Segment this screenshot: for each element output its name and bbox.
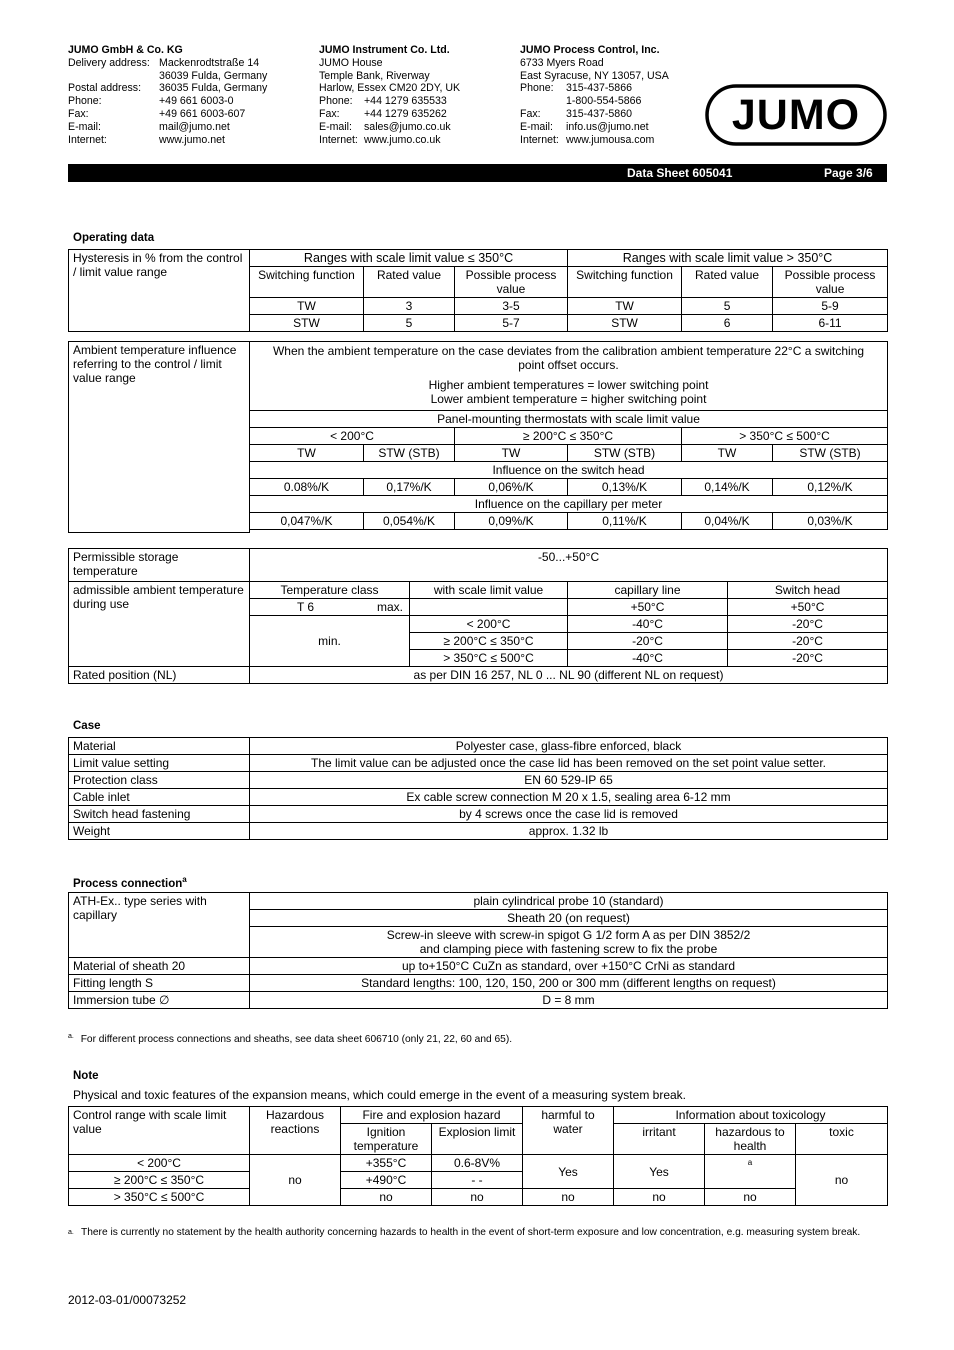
jumo-logo bbox=[705, 84, 887, 146]
ath-label: ATH-Ex.. type series with capillary bbox=[69, 893, 250, 958]
band-mid: ≥ 200°C ≤ 350°C bbox=[455, 428, 682, 445]
case-property: Cable inlet bbox=[69, 789, 250, 806]
section-process-connection bbox=[73, 875, 187, 890]
ambient-label: Ambient temperature influence referring to the control / limit value range bbox=[69, 342, 250, 533]
process-value: up to+150°C CuZn as standard, over +150°C CrNi as standard bbox=[250, 958, 888, 975]
range-cell: ≥ 200°C ≤ 350°C bbox=[69, 1172, 250, 1189]
hysteresis-label: Hysteresis in % from the control / limit value range bbox=[69, 250, 250, 332]
switch-head-value: 0,17%/K bbox=[364, 479, 455, 496]
case-table bbox=[68, 737, 888, 840]
address-value: 315-437-5866 bbox=[566, 82, 632, 95]
case-row bbox=[69, 823, 888, 840]
address-value: Mackenrodtstraße 14 bbox=[159, 56, 260, 69]
irritant-value: Yes bbox=[614, 1155, 705, 1189]
uk-rows bbox=[319, 95, 509, 146]
usa-line: East Syracuse, NY 13057, USA bbox=[520, 69, 669, 82]
switch-type-cell: TW bbox=[250, 445, 364, 462]
case-property: Limit value setting bbox=[69, 755, 250, 772]
address-value: info.us@jumo.net bbox=[566, 120, 649, 133]
address-value: 36035 Fulda, Germany bbox=[159, 82, 268, 95]
case-value: by 4 screws once the case lid is removed bbox=[250, 806, 888, 823]
address-label: Postal address: bbox=[68, 82, 142, 95]
min-switch-head: -20°C bbox=[728, 616, 888, 633]
min-range: > 350°C ≤ 500°C bbox=[410, 650, 568, 667]
address-germany bbox=[68, 44, 308, 146]
company-germany: JUMO GmbH & Co. KG bbox=[68, 44, 183, 56]
case-property: Protection class bbox=[69, 772, 250, 789]
case-property: Weight bbox=[69, 823, 250, 840]
address-label: E-mail: bbox=[520, 120, 553, 133]
footnote-mark: a. bbox=[68, 1229, 74, 1236]
uk-line: Harlow, Essex CM20 2DY, UK bbox=[319, 82, 461, 95]
hysteresis-cell: 6 bbox=[682, 315, 773, 332]
address-label: E-mail: bbox=[68, 120, 101, 133]
irritant-value: no bbox=[614, 1189, 705, 1206]
range-high-header: Ranges with scale limit value > 350°C bbox=[568, 250, 888, 267]
min-switch-head: -20°C bbox=[728, 650, 888, 667]
germany-rows bbox=[68, 57, 308, 147]
band-low: < 200°C bbox=[250, 428, 455, 445]
address-label: Phone: bbox=[520, 82, 554, 95]
rated-position-value: as per DIN 16 257, NL 0 ... NL 90 (different NL on request) bbox=[250, 667, 888, 684]
address-usa bbox=[520, 44, 700, 146]
range-cell: > 350°C ≤ 500°C bbox=[69, 1189, 250, 1206]
control-range-header: Control range with scale limit value bbox=[69, 1107, 250, 1155]
address-row bbox=[68, 70, 308, 83]
hysteresis-cell: STW bbox=[250, 315, 364, 332]
hazard-value: no bbox=[250, 1155, 341, 1206]
company-usa: JUMO Process Control, Inc. bbox=[520, 44, 660, 56]
fire-explosion-header: Fire and explosion hazard bbox=[341, 1107, 523, 1124]
footnote-mark: a. bbox=[68, 1033, 74, 1040]
empty-cell bbox=[410, 599, 568, 616]
hysteresis-cell: 5 bbox=[364, 315, 455, 332]
case-row bbox=[69, 772, 888, 789]
explosion-value: no bbox=[432, 1189, 523, 1206]
t6-label: T 6 bbox=[296, 600, 315, 614]
range-low-header: Ranges with scale limit value ≤ 350°C bbox=[250, 250, 568, 267]
address-row bbox=[68, 108, 308, 121]
address-row bbox=[68, 95, 308, 108]
process-row bbox=[69, 992, 888, 1009]
process-value: D = 8 mm bbox=[250, 992, 888, 1009]
max-switch-head: +50°C bbox=[728, 599, 888, 616]
address-row bbox=[68, 134, 308, 147]
toxic-value: no bbox=[796, 1155, 888, 1206]
switch-head-header: Influence on the switch head bbox=[250, 462, 888, 479]
address-label: Fax: bbox=[520, 107, 541, 120]
process-table bbox=[68, 892, 888, 1009]
hysteresis-ambient-table bbox=[68, 249, 888, 332]
address-row bbox=[68, 121, 308, 134]
health-header: hazardous to health bbox=[705, 1124, 796, 1155]
min-capillary: -20°C bbox=[568, 633, 728, 650]
address-row bbox=[520, 82, 700, 95]
switch-head-value: 0,13%/K bbox=[568, 479, 682, 496]
address-label: E-mail: bbox=[319, 120, 352, 133]
case-value: EN 60 529-IP 65 bbox=[250, 772, 888, 789]
section-operating-data: Operating data bbox=[73, 232, 155, 244]
ath-value: plain cylindrical probe 10 (standard) bbox=[250, 893, 888, 910]
hysteresis-cell: 5-9 bbox=[773, 298, 888, 315]
logo-text: JUMO bbox=[731, 91, 861, 139]
switch-type-cell: STW (STB) bbox=[364, 445, 455, 462]
address-value: mail@jumo.net bbox=[159, 120, 230, 133]
hysteresis-cell: 5 bbox=[682, 298, 773, 315]
ignition-header: Ignition temperature bbox=[341, 1124, 432, 1155]
usa-line: 6733 Myers Road bbox=[520, 56, 604, 69]
note-footnote bbox=[68, 1226, 883, 1239]
case-value: Ex cable screw connection M 20 x 1.5, sealing area 6-12 mm bbox=[250, 789, 888, 806]
hazardous-reactions-header: Hazardous reactions bbox=[250, 1107, 341, 1155]
temp-class-header: Temperature class bbox=[250, 582, 410, 599]
explosion-value: - - bbox=[432, 1172, 523, 1189]
usa-rows bbox=[520, 82, 700, 146]
address-uk bbox=[319, 44, 509, 146]
address-value: +44 1279 635533 bbox=[364, 95, 447, 108]
process-title: Process connection bbox=[73, 877, 183, 890]
address-row bbox=[68, 82, 308, 95]
capillary-value: 0,047%/K bbox=[250, 513, 364, 530]
process-value: Standard lengths: 100, 120, 150, 200 or 300 mm (different lengths on request) bbox=[250, 975, 888, 992]
datasheet-bar bbox=[68, 164, 887, 182]
min-capillary: -40°C bbox=[568, 650, 728, 667]
switch-type-cell: STW (STB) bbox=[773, 445, 888, 462]
ath-value: Sheath 20 (on request) bbox=[250, 910, 888, 927]
min-capillary: -40°C bbox=[568, 616, 728, 633]
address-label: Internet: bbox=[319, 133, 358, 146]
address-label: Phone: bbox=[68, 95, 102, 108]
case-row bbox=[69, 806, 888, 823]
address-value: +49 661 6003-0 bbox=[159, 95, 234, 108]
min-range: ≥ 200°C ≤ 350°C bbox=[410, 633, 568, 650]
range-cell: < 200°C bbox=[69, 1155, 250, 1172]
address-label: Fax: bbox=[68, 107, 89, 120]
address-value: www.jumo.net bbox=[159, 133, 225, 146]
col-rated: Rated value bbox=[682, 267, 773, 298]
storage-value: -50...+50°C bbox=[250, 549, 888, 582]
address-value: 1-800-554-5866 bbox=[566, 95, 642, 108]
switch-type-cell: STW (STB) bbox=[568, 445, 682, 462]
process-property: Material of sheath 20 bbox=[69, 958, 250, 975]
case-row bbox=[69, 738, 888, 755]
storage-table bbox=[68, 548, 888, 684]
footnote-marker: a bbox=[182, 875, 187, 884]
harmful-water-header: harmful to water bbox=[523, 1107, 614, 1155]
switch-head-value: 0.08%/K bbox=[250, 479, 364, 496]
case-row bbox=[69, 789, 888, 806]
ignition-value: +355°C bbox=[341, 1155, 432, 1172]
band-high: > 350°C ≤ 500°C bbox=[682, 428, 888, 445]
address-row bbox=[319, 121, 509, 134]
address-value: 36039 Fulda, Germany bbox=[159, 69, 268, 82]
company-uk: JUMO Instrument Co. Ltd. bbox=[319, 44, 450, 56]
address-value: 315-437-5860 bbox=[566, 107, 632, 120]
ath-value: Screw-in sleeve with screw-in spigot G 1/2 form A as per DIN 3852/2 bbox=[386, 928, 751, 942]
ambient-text-lower: Lower ambient temperature = higher switching point bbox=[430, 392, 707, 406]
col-rated: Rated value bbox=[364, 267, 455, 298]
datasheet-number: Data Sheet 605041 bbox=[627, 166, 733, 180]
col-possible: Possible process value bbox=[773, 267, 888, 298]
switch-type-cell: TW bbox=[455, 445, 568, 462]
case-property: Switch head fastening bbox=[69, 806, 250, 823]
water-value: no bbox=[523, 1189, 614, 1206]
switch-type-cell: TW bbox=[682, 445, 773, 462]
ignition-value: +490°C bbox=[341, 1172, 432, 1189]
irritant-header: irritant bbox=[614, 1124, 705, 1155]
hysteresis-cell: STW bbox=[568, 315, 682, 332]
address-label: Internet: bbox=[520, 133, 559, 146]
uk-line: Temple Bank, Riverway bbox=[319, 69, 430, 82]
hysteresis-cell: 6-11 bbox=[773, 315, 888, 332]
document-code: 2012-03-01/00073252 bbox=[68, 1293, 187, 1307]
address-row bbox=[319, 108, 509, 121]
toxicology-table bbox=[68, 1106, 888, 1206]
col-possible: Possible process value bbox=[455, 267, 568, 298]
address-value: +44 1279 635262 bbox=[364, 107, 447, 120]
address-row bbox=[319, 95, 509, 108]
capillary-line-header: capillary line bbox=[568, 582, 728, 599]
case-row bbox=[69, 755, 888, 772]
footnote-text: For different process connections and sheaths, see data sheet 606710 (only 21, 22, 60 and 65). bbox=[80, 1034, 513, 1046]
t6-max-cell bbox=[250, 599, 410, 616]
address-row bbox=[68, 57, 308, 70]
address-row bbox=[319, 134, 509, 147]
address-value: www.jumousa.com bbox=[566, 133, 655, 146]
explosion-value: 0.6-8V% bbox=[432, 1155, 523, 1172]
ambient-text-higher: Higher ambient temperatures = lower switching point bbox=[428, 378, 709, 392]
section-case: Case bbox=[73, 720, 101, 732]
process-property: Fitting length S bbox=[69, 975, 250, 992]
uk-line: JUMO House bbox=[319, 56, 383, 69]
capillary-value: 0,054%/K bbox=[364, 513, 455, 530]
switch-head-value: 0,14%/K bbox=[682, 479, 773, 496]
case-value: The limit value can be adjusted once the case lid has been removed on the set point value setter. bbox=[250, 755, 888, 772]
col-switching: Switching function bbox=[250, 267, 364, 298]
toxic-header: toxic bbox=[796, 1124, 888, 1155]
ambient-text: When the ambient temperature on the case deviates from the calibration ambient temperature 22°C a switching point offset occurs. bbox=[272, 344, 865, 372]
switch-head-value: 0,06%/K bbox=[455, 479, 568, 496]
capillary-header: Influence on the capillary per meter bbox=[250, 496, 888, 513]
switch-head-header: Switch head bbox=[728, 582, 888, 599]
capillary-value: 0,09%/K bbox=[455, 513, 568, 530]
address-label: Delivery address: bbox=[68, 56, 150, 69]
admissible-label: admissible ambient temperature during use bbox=[69, 582, 250, 667]
case-value: approx. 1.32 lb bbox=[250, 823, 888, 840]
address-label: Internet: bbox=[68, 133, 107, 146]
panel-mounting-header: Panel-mounting thermostats with scale limit value bbox=[250, 411, 888, 428]
explosion-header: Explosion limit bbox=[432, 1124, 523, 1155]
col-switching: Switching function bbox=[568, 267, 682, 298]
ignition-value: no bbox=[341, 1189, 432, 1206]
address-value: +49 661 6003-607 bbox=[159, 107, 246, 120]
process-row bbox=[69, 975, 888, 992]
note-intro: Physical and toxic features of the expansion means, which could emerge in the event of a measuring system break. bbox=[73, 1088, 686, 1102]
page-number: Page 3/6 bbox=[824, 166, 873, 180]
address-row bbox=[520, 108, 700, 121]
ambient-influence-table bbox=[68, 341, 888, 533]
min-switch-head: -20°C bbox=[728, 633, 888, 650]
case-value: Polyester case, glass-fibre enforced, black bbox=[250, 738, 888, 755]
hysteresis-cell: 3-5 bbox=[455, 298, 568, 315]
health-value: no bbox=[705, 1189, 796, 1206]
rated-position-label: Rated position (NL) bbox=[69, 667, 250, 684]
address-label: Fax: bbox=[319, 107, 340, 120]
switch-head-value: 0,12%/K bbox=[773, 479, 888, 496]
process-property: Immersion tube ∅ bbox=[69, 992, 250, 1009]
min-label: min. bbox=[250, 616, 410, 667]
case-property: Material bbox=[69, 738, 250, 755]
ath-value: and clamping piece with fastening screw to fix the probe bbox=[419, 942, 718, 956]
capillary-value: 0,03%/K bbox=[773, 513, 888, 530]
max-capillary: +50°C bbox=[568, 599, 728, 616]
address-row bbox=[520, 95, 700, 108]
health-footnote-mark: a bbox=[747, 1158, 753, 1167]
toxicology-header: Information about toxicology bbox=[614, 1107, 888, 1124]
max-label: max. bbox=[376, 600, 403, 614]
address-value: sales@jumo.co.uk bbox=[364, 120, 451, 133]
storage-label: Permissible storage temperature bbox=[69, 549, 250, 582]
capillary-value: 0,04%/K bbox=[682, 513, 773, 530]
hysteresis-cell: TW bbox=[250, 298, 364, 315]
address-label: Phone: bbox=[319, 95, 353, 108]
footnote-text: There is currently no statement by the health authority concerning hazards to health in the event of short-term exposure and low concentration, e.g. measuring system break. bbox=[81, 1227, 861, 1238]
address-row bbox=[520, 121, 700, 134]
water-value: Yes bbox=[523, 1155, 614, 1189]
hysteresis-cell: TW bbox=[568, 298, 682, 315]
section-note: Note bbox=[73, 1070, 99, 1082]
address-value: www.jumo.co.uk bbox=[364, 133, 441, 146]
capillary-value: 0,11%/K bbox=[568, 513, 682, 530]
min-range: < 200°C bbox=[410, 616, 568, 633]
scale-limit-header: with scale limit value bbox=[410, 582, 568, 599]
address-row bbox=[520, 134, 700, 147]
hysteresis-cell: 3 bbox=[364, 298, 455, 315]
process-row bbox=[69, 958, 888, 975]
hysteresis-cell: 5-7 bbox=[455, 315, 568, 332]
process-footnote bbox=[68, 1030, 512, 1046]
